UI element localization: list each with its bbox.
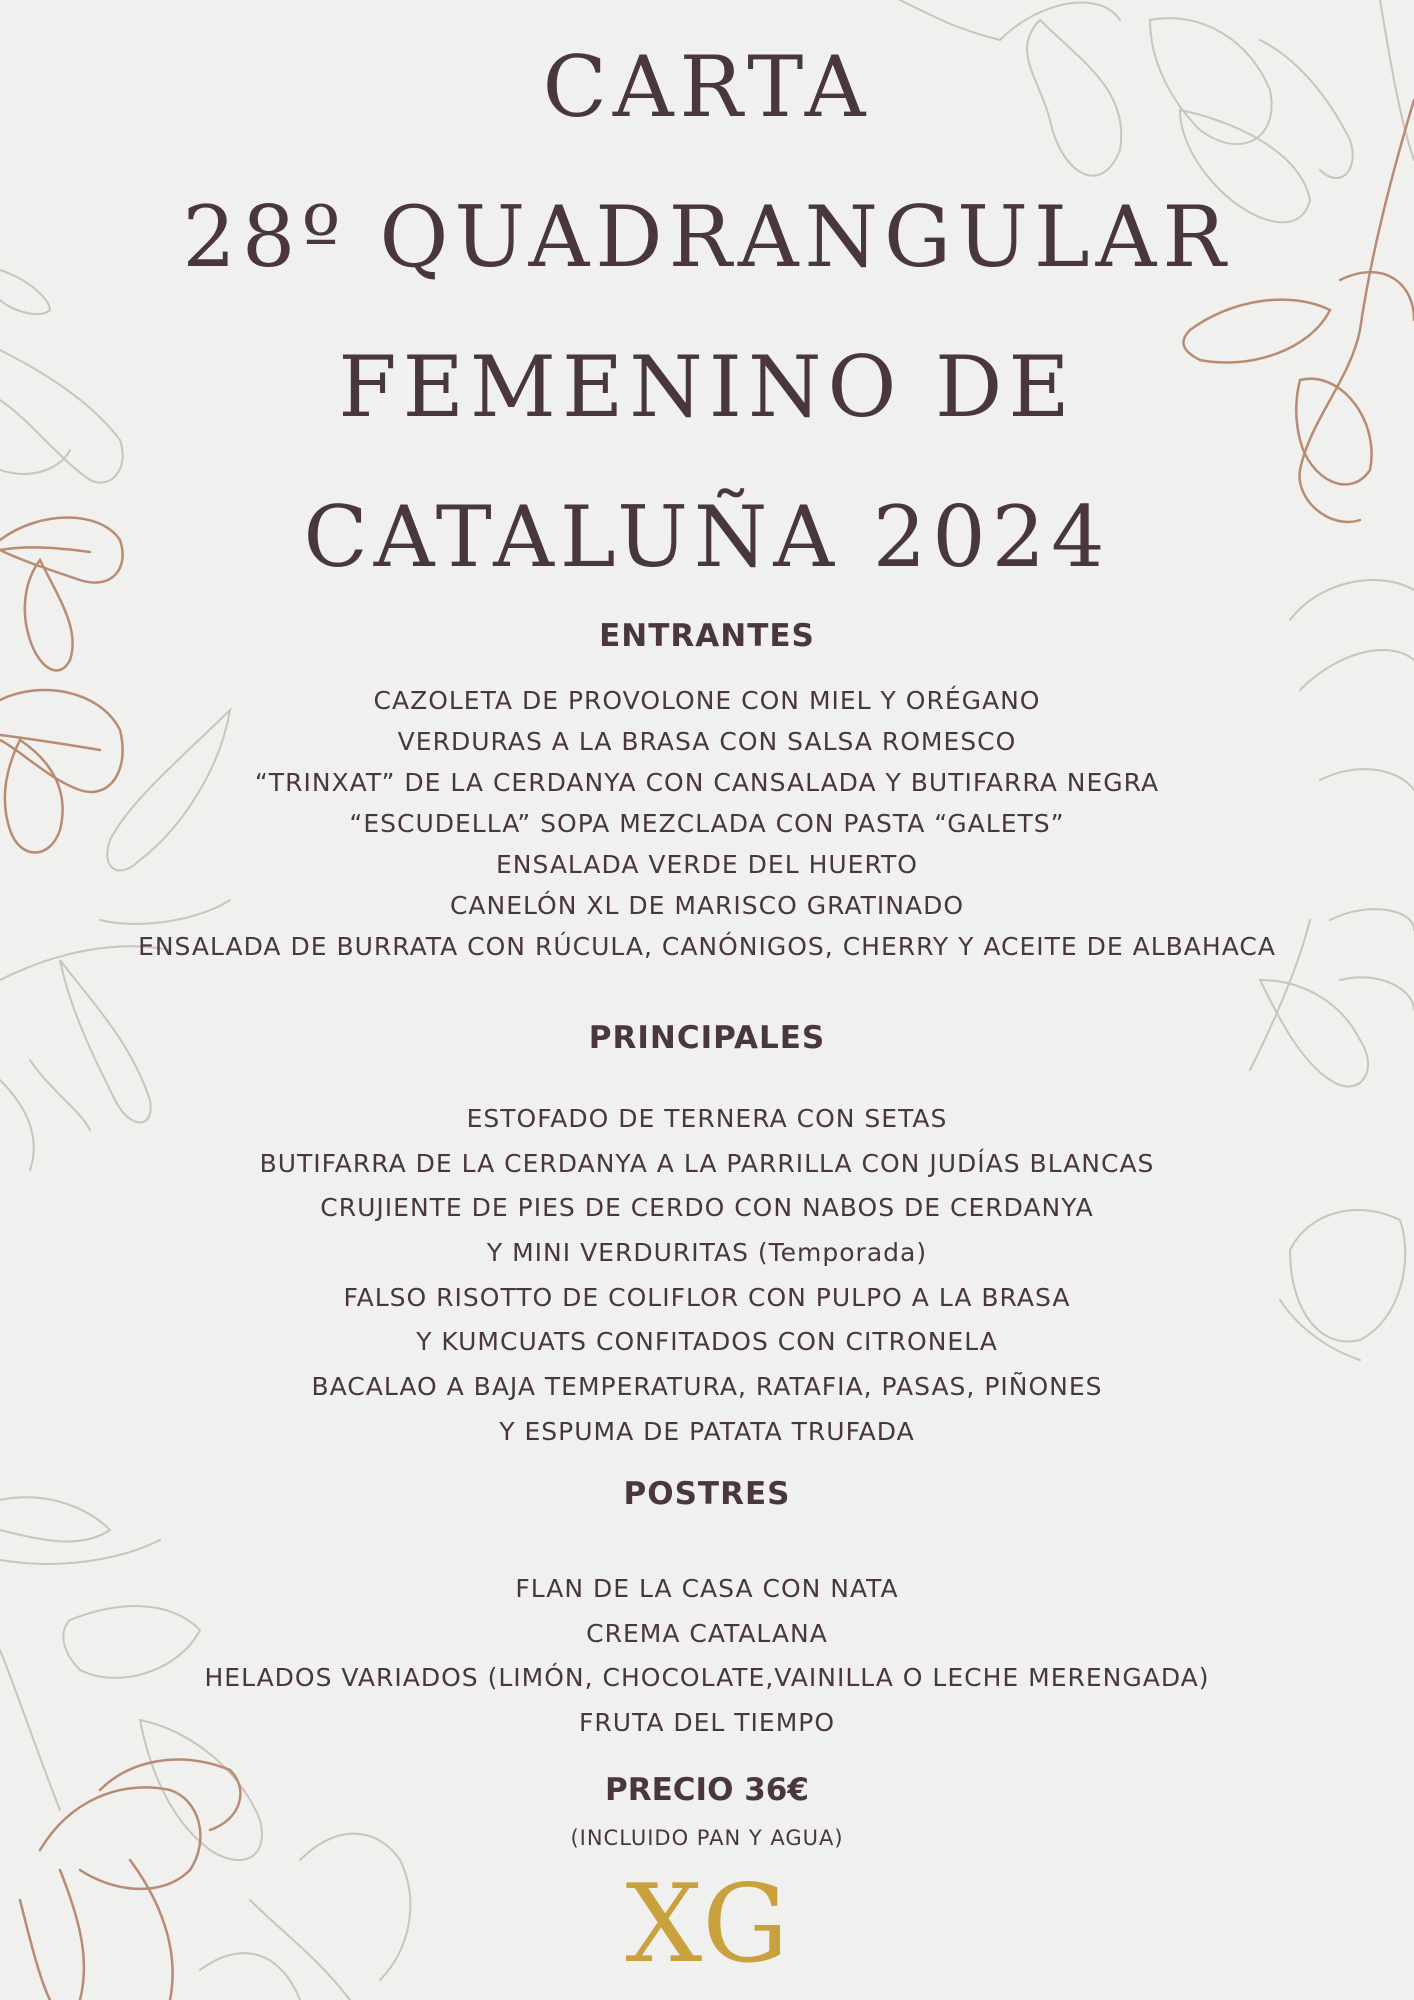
section-heading-postres: POSTRES: [623, 1476, 791, 1512]
menu-item: CAZOLETA DE PROVOLONE CON MIEL Y ORÉGANO: [373, 686, 1041, 715]
menu-item: CANELÓN XL DE MARISCO GRATINADO: [449, 891, 965, 920]
menu-item: Y KUMCUATS CONFITADOS CON CITRONELA: [416, 1327, 998, 1356]
title-line-1: CARTA: [542, 38, 872, 136]
xg-logo: XG: [625, 1862, 789, 1987]
price-note: (INCLUIDO PAN Y AGUA): [570, 1826, 844, 1850]
menu-item: ESTOFADO DE TERNERA CON SETAS: [466, 1104, 948, 1133]
price: PRECIO 36€: [605, 1772, 809, 1808]
section-heading-entrantes: ENTRANTES: [599, 618, 815, 654]
menu-item: FRUTA DEL TIEMPO: [578, 1708, 836, 1737]
menu-item: “ESCUDELLA” SOPA MEZCLADA CON PASTA “GALETS”: [349, 809, 1065, 838]
menu-item: FALSO RISOTTO DE COLIFLOR CON PULPO A LA BRASA: [343, 1283, 1071, 1312]
section-heading-principales: PRINCIPALES: [588, 1020, 826, 1056]
menu-item: “TRINXAT” DE LA CERDANYA CON CANSALADA Y BUTIFARRA NEGRA: [254, 768, 1160, 797]
menu-item: ENSALADA DE BURRATA CON RÚCULA, CANÓNIGOS, CHERRY Y ACEITE DE ALBAHACA: [138, 932, 1276, 961]
menu-item: Y ESPUMA DE PATATA TRUFADA: [499, 1417, 915, 1446]
menu-item: BUTIFARRA DE LA CERDANYA A LA PARRILLA CON JUDÍAS BLANCAS: [259, 1149, 1155, 1178]
title-line-3: FEMENINO DE: [338, 338, 1076, 436]
menu-item: HELADOS VARIADOS (LIMÓN, CHOCOLATE,VAINILLA O LECHE MERENGADA): [204, 1663, 1210, 1692]
menu-item: Y MINI VERDURITAS (Temporada): [486, 1238, 928, 1267]
menu-item: VERDURAS A LA BRASA CON SALSA ROMESCO: [397, 727, 1017, 756]
menu-item: BACALAO A BAJA TEMPERATURA, RATAFIA, PASAS, PIÑONES: [311, 1372, 1103, 1401]
title-line-2: 28º QUADRANGULAR: [182, 188, 1232, 286]
title-line-4: CATALUÑA 2024: [303, 488, 1111, 586]
menu-item: CRUJIENTE DE PIES DE CERDO CON NABOS DE CERDANYA: [320, 1193, 1094, 1222]
menu-item: CREMA CATALANA: [586, 1619, 828, 1648]
menu-item: FLAN DE LA CASA CON NATA: [515, 1574, 899, 1603]
menu-item: ENSALADA VERDE DEL HUERTO: [496, 850, 918, 879]
